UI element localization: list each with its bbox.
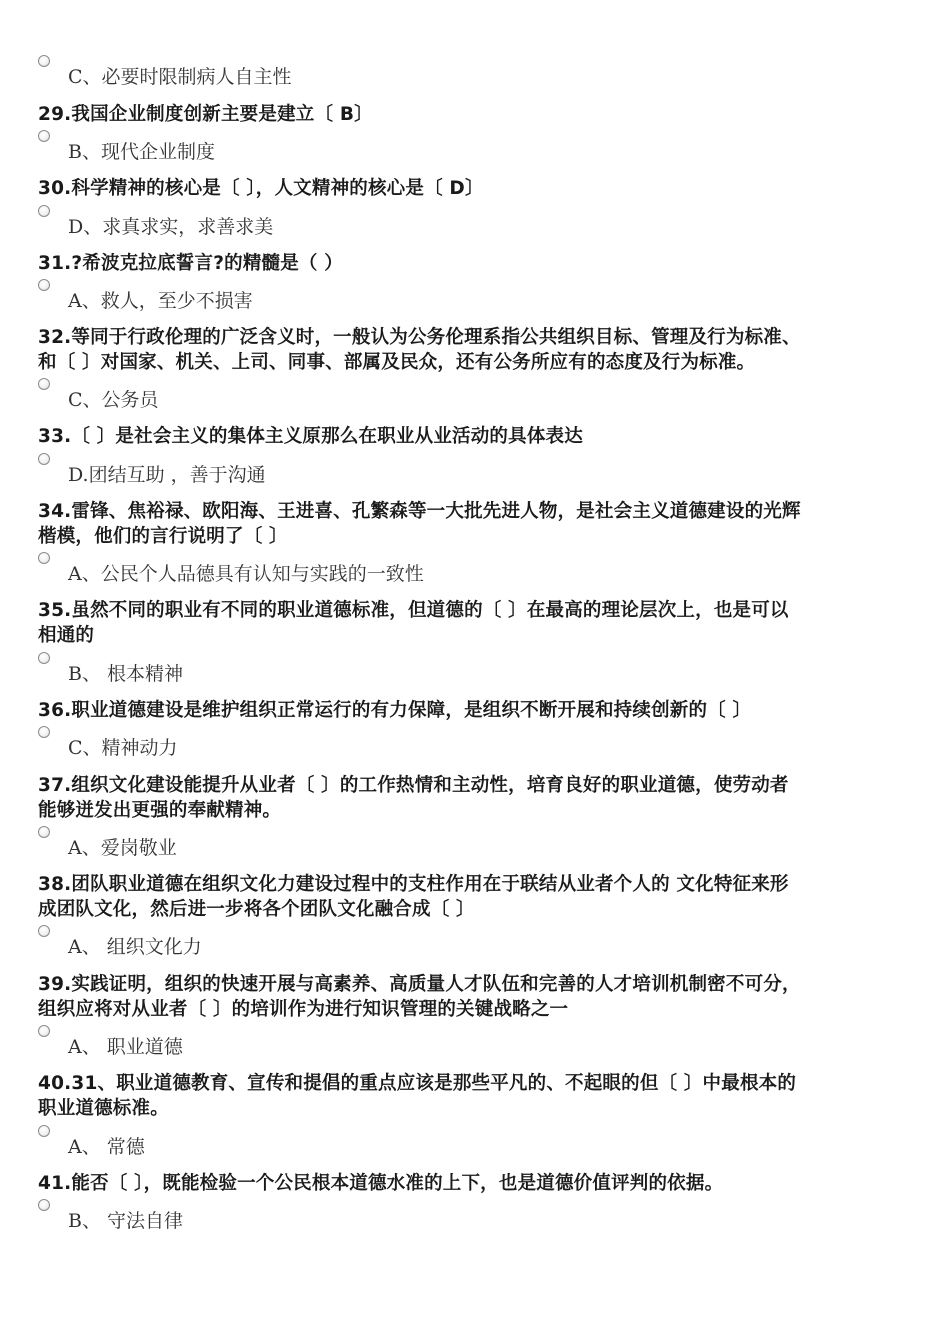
question-line: 36.职业道德建设是维护组织正常运行的有力保障，是组织不断开展和持续创新的〔 〕 [38, 700, 752, 721]
answer-text: D、求真求实，求善求美 [68, 216, 274, 238]
answer-text: B、 根本精神 [68, 663, 184, 685]
question-line: 41.能否〔 〕，既能检验一个公民根本道德水准的上下，也是道德价值评判的依据。 [38, 1173, 724, 1194]
question-text [38, 1171, 918, 1196]
question-text [38, 176, 918, 201]
answer-text: A、 组织文化力 [68, 936, 202, 958]
question-text [38, 972, 918, 1022]
answer-radio[interactable] [38, 1199, 50, 1211]
answer-text: C、公务员 [68, 389, 159, 411]
answer-radio[interactable] [38, 279, 50, 291]
question-line: 37.组织文化建设能提升从业者〔 〕的工作热情和主动性，培育良好的职业道德，使劳动者 [38, 775, 789, 796]
question-line: 职业道德标准。 [38, 1098, 169, 1119]
answer-text: C、精神动力 [68, 737, 178, 759]
question-text [38, 499, 918, 549]
question-text [38, 424, 918, 449]
question-line: 31.?希波克拉底誓言?的精髓是（ ） [38, 253, 343, 274]
question-line: 34.雷锋、焦裕禄、欧阳海、王进喜、孔繁森等一大批先进人物，是社会主义道德建设的光辉 [38, 501, 801, 522]
question-text [38, 872, 918, 922]
answer-text: A、公民个人品德具有认知与实践的一致性 [68, 563, 424, 585]
question-line: 能够迸发出更强的奉献精神。 [38, 800, 282, 821]
answer-radio[interactable] [38, 826, 50, 838]
question-line: 38.团队职业道德在组织文化力建设过程中的支柱作用在于联结从业者个人的 文化特征来形 [38, 874, 789, 895]
question-text [38, 698, 918, 723]
question-line: 40.31、职业道德教育、宣传和提倡的重点应该是那些平凡的、不起眼的但〔 〕中最根本的 [38, 1073, 797, 1094]
question-line: 29.我国企业制度创新主要是建立〔 B〕 [38, 104, 373, 125]
answer-text: D.团结互助 ，善于沟通 [68, 464, 266, 486]
question-text [38, 1071, 918, 1121]
answer-text: B、现代企业制度 [68, 141, 215, 163]
answer-text: A、救人，至少不损害 [68, 290, 253, 312]
question-line: 30.科学精神的核心是〔 〕，人文精神的核心是〔 D〕 [38, 178, 484, 199]
question-line: 相通的 [38, 625, 95, 646]
answer-radio[interactable] [38, 652, 50, 664]
answer-radio[interactable] [38, 925, 50, 937]
answer-radio[interactable] [38, 55, 50, 67]
question-line: 楷模，他们的言行说明了〔 〕 [38, 526, 288, 547]
question-text [38, 251, 918, 276]
answer-radio[interactable] [38, 552, 50, 564]
answer-radio[interactable] [38, 130, 50, 142]
question-line: 32.等同于行政伦理的广泛含义时，一般认为公务伦理系指公共组织目标、管理及行为标准、 [38, 327, 801, 348]
answer-text: A、 职业道德 [68, 1036, 183, 1058]
answer-radio[interactable] [38, 1125, 50, 1137]
question-text [38, 102, 918, 127]
question-line: 39.实践证明，组织的快速开展与高素养、高质量人才队伍和完善的人才培训机制密不可分， [38, 974, 801, 995]
question-line: 33.〔 〕是社会主义的集体主义原那么在职业从业活动的具体表达 [38, 426, 583, 447]
answer-text: A、 常德 [68, 1136, 145, 1158]
question-text [38, 325, 918, 375]
question-line: 和〔 〕对国家、机关、上司、同事、部属及民众，还有公务所应有的态度及行为标准。 [38, 352, 756, 373]
answer-radio[interactable] [38, 378, 50, 390]
question-text [38, 598, 918, 648]
answer-text: A、爱岗敬业 [68, 837, 177, 859]
answer-radio[interactable] [38, 1025, 50, 1037]
question-line: 成团队文化，然后进一步将各个团队文化融合成〔 〕 [38, 899, 475, 920]
answer-radio[interactable] [38, 726, 50, 738]
answer-text: B、 守法自律 [68, 1210, 184, 1232]
question-text [38, 773, 918, 823]
question-line: 组织应将对从业者〔 〕的培训作为进行知识管理的关键战略之一 [38, 999, 569, 1020]
answer-text: C、必要时限制病人自主性 [68, 66, 292, 88]
question-line: 35.虽然不同的职业有不同的职业道德标准，但道德的〔 〕在最高的理论层次上，也是可以 [38, 600, 789, 621]
answer-radio[interactable] [38, 205, 50, 217]
answer-radio[interactable] [38, 453, 50, 465]
